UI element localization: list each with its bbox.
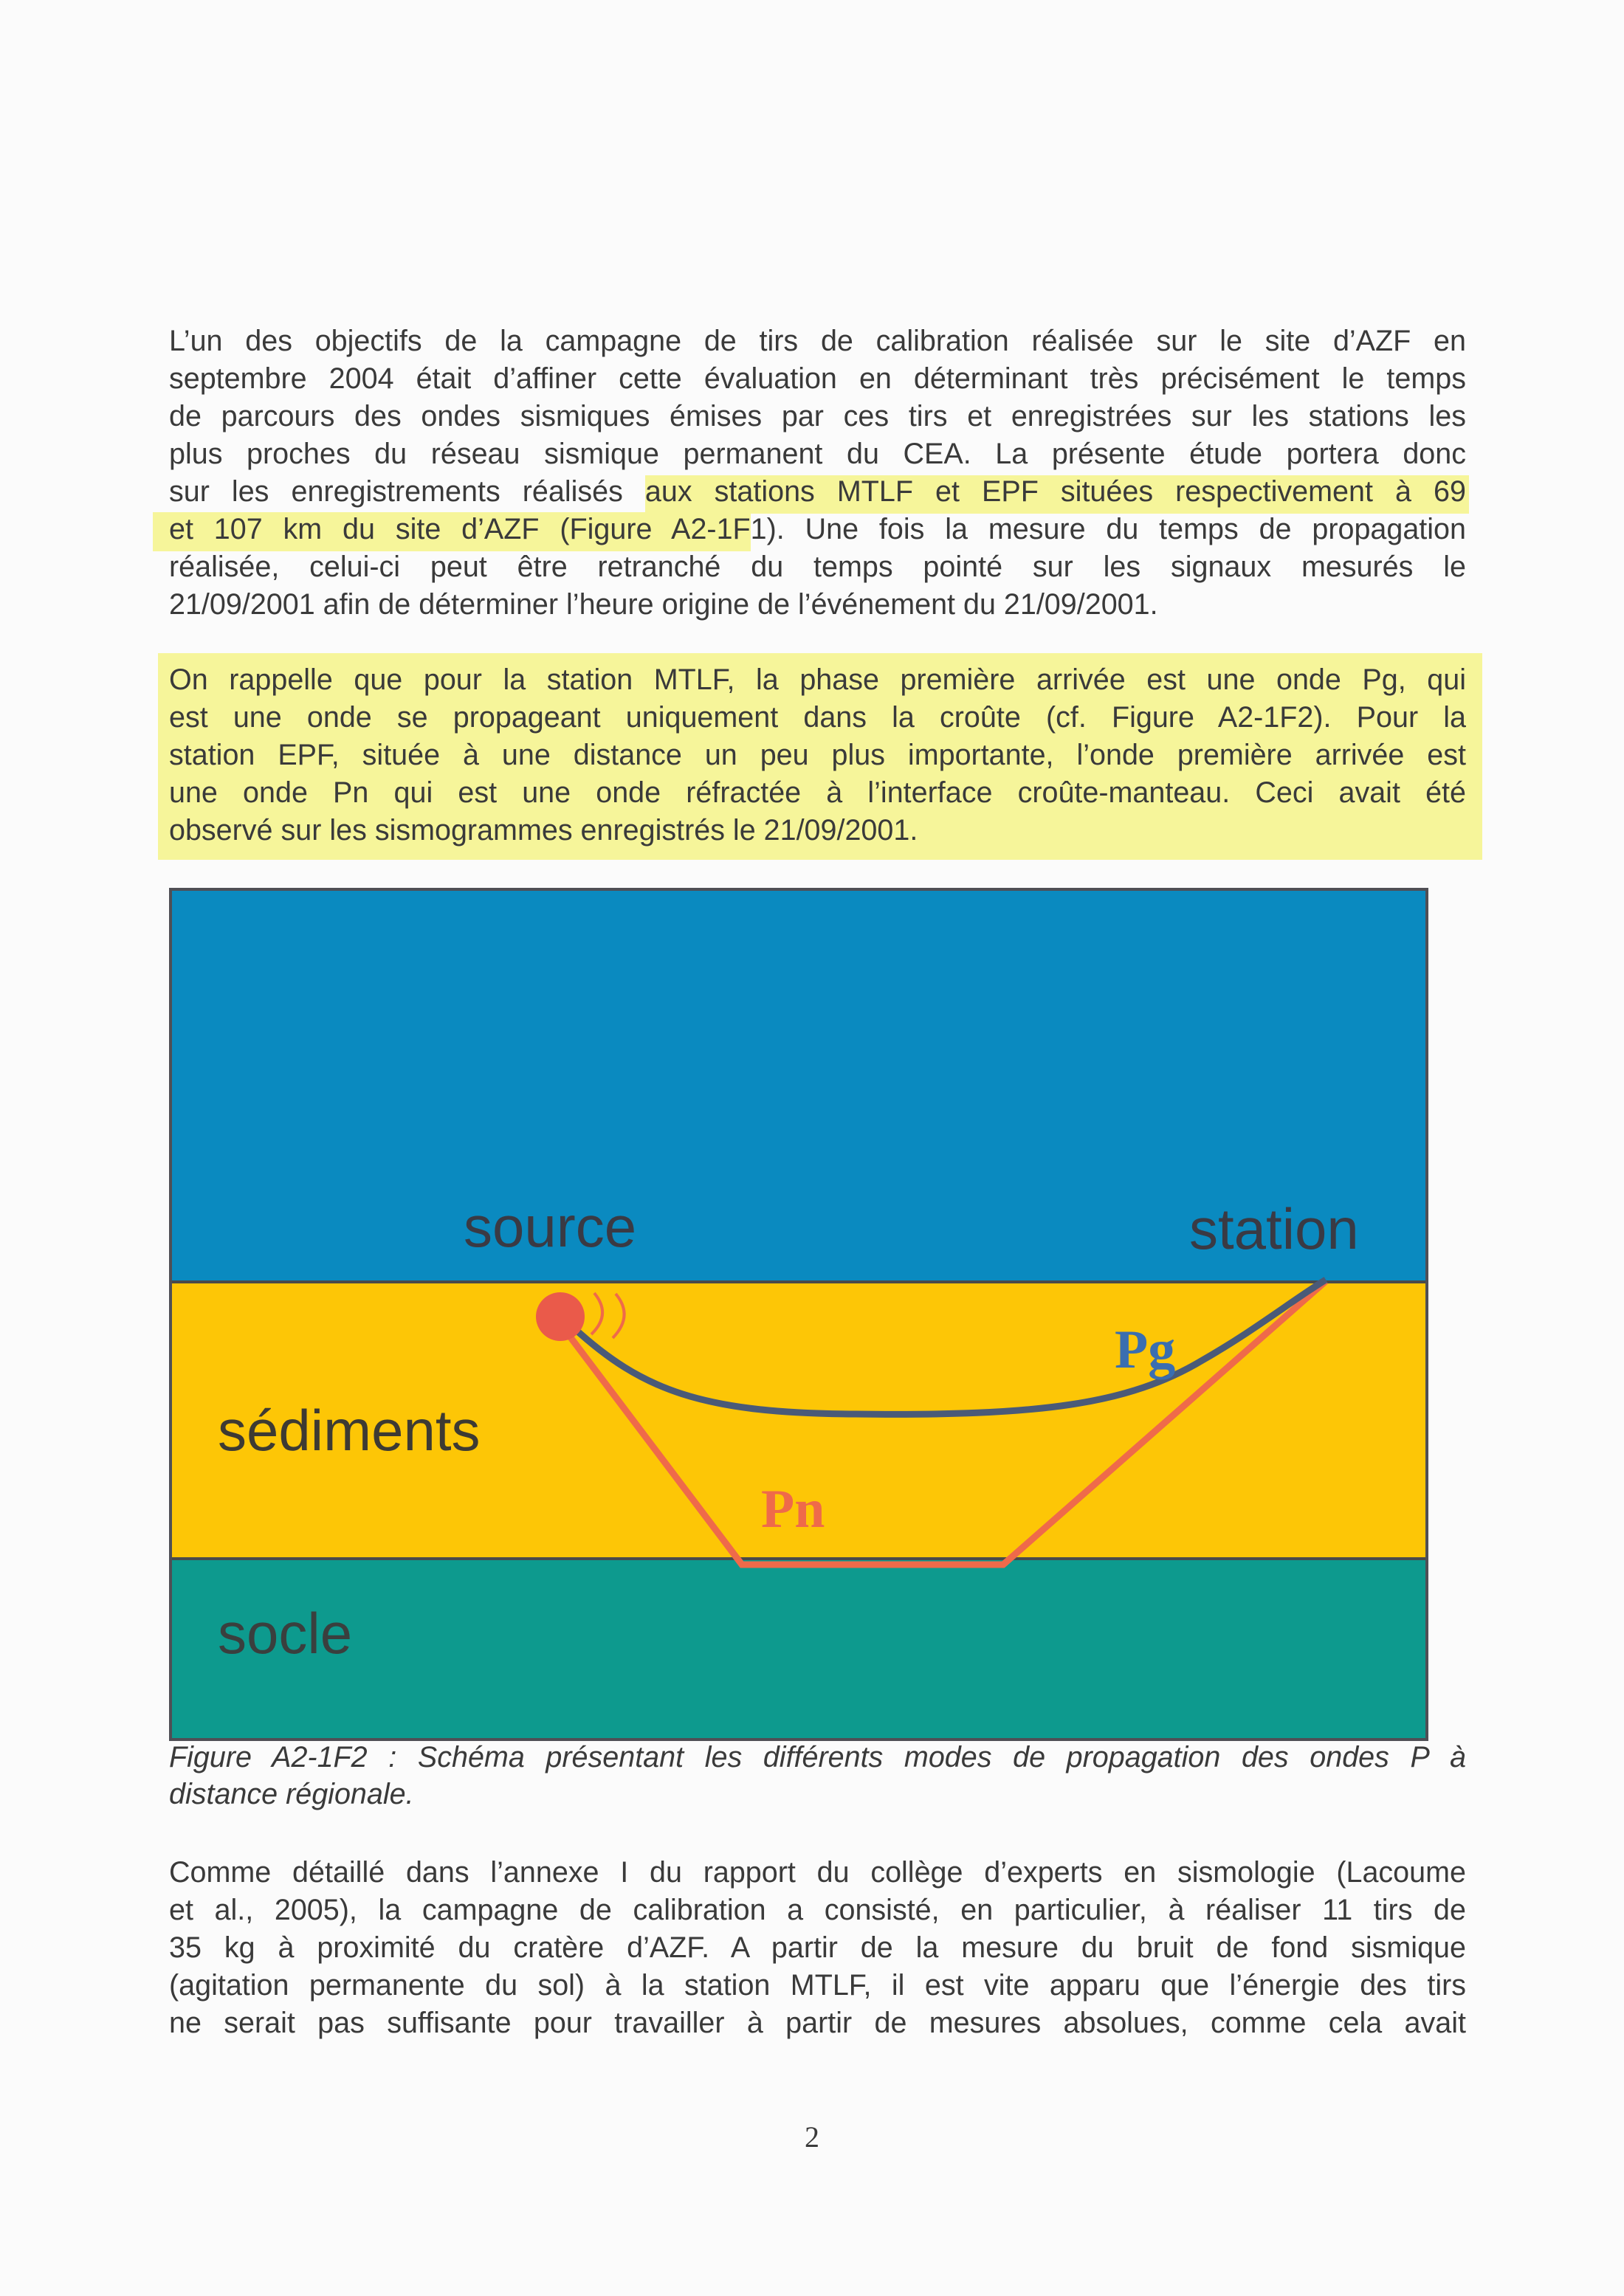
text-highlighted: aux stations MTLF et EPF situées respectivement à 69 xyxy=(644,475,1466,508)
label-source: source xyxy=(464,1194,637,1259)
text-line: septembre 2004 était d’affiner cette évaluation en déterminant très précisément le temps xyxy=(169,362,1466,395)
caption-line: distance régionale. xyxy=(169,1778,414,1810)
text-line: plus proches du réseau sismique permanent du CEA. La présente étude portera donc xyxy=(169,438,1466,470)
text-line: 35 kg à proximité du cratère d’AZF. A partir de la mesure du bruit de fond sismique xyxy=(169,1931,1466,1964)
text-line: de parcours des ondes sismiques émises par ces tirs et enregistrées sur les stations les xyxy=(169,400,1466,432)
paragraph-pg-pn-waves xyxy=(169,661,1466,849)
text-line: On rappelle que pour la station MTLF, la phase première arrivée est une onde Pg, qui xyxy=(169,663,1466,696)
layer-socle xyxy=(171,1559,1427,1740)
text-line: et al., 2005), la campagne de calibration a consisté, en particulier, à réaliser 11 tirs de xyxy=(169,1894,1466,1926)
text-plain: Une fois la mesure du temps de propagation xyxy=(784,513,1466,545)
text-line: est une onde se propageant uniquement dans la croûte (cf. Figure A2-1F2). Pour la xyxy=(169,701,1466,734)
text-line: Comme détaillé dans l’annexe I du rapport du collège d’experts en sismologie (Lacoume xyxy=(169,1856,1466,1889)
text-highlighted: et 107 km du site d’AZF (Figure A2-1F1). xyxy=(169,513,785,545)
text-line: station EPF, située à une distance un peu plus importante, l’onde première arrivée est xyxy=(169,739,1466,771)
text-line: réalisée, celui-ci peut être retranché du temps pointé sur les signaux mesurés le xyxy=(169,551,1466,583)
caption-line: Figure A2-1F2 : Schéma présentant les différents modes de propagation des ondes P à xyxy=(169,1741,1466,1773)
label-socle: socle xyxy=(218,1601,353,1666)
figure-caption xyxy=(169,1739,1466,1813)
text-line: observé sur les sismogrammes enregistrés le 21/09/2001. xyxy=(169,814,918,847)
label-sediments: sédiments xyxy=(218,1398,481,1463)
text-line xyxy=(169,511,1466,548)
text-line: (agitation permanente du sol) à la station MTLF, il est vite apparu que l’énergie des tirs xyxy=(169,1969,1466,2002)
source-dot-icon xyxy=(536,1292,585,1341)
text-line: L’un des objectifs de la campagne de tirs de calibration réalisée sur le site d’AZF en xyxy=(169,325,1466,357)
text-line: 21/09/2001 afin de déterminer l’heure origine de l’événement du 21/09/2001. xyxy=(169,588,1158,621)
text-line: ne serait pas suffisante pour travailler à partir de mesures absolues, comme cela avait xyxy=(169,2007,1466,2039)
paragraph-calibration-objectives xyxy=(169,323,1466,624)
text-plain: sur les enregistrements réalisés xyxy=(169,475,645,508)
paragraph-calibration-campaign xyxy=(169,1854,1466,2042)
label-pn: Pn xyxy=(761,1479,825,1540)
text-line: une onde Pn qui est une onde réfractée à l’interface croûte-manteau. Ceci avait été xyxy=(169,776,1466,809)
label-pg: Pg xyxy=(1115,1320,1176,1380)
page-number: 2 xyxy=(805,2120,819,2154)
figure-wave-propagation-diagram xyxy=(169,888,1428,1741)
text-line xyxy=(169,473,1466,511)
label-station: station xyxy=(1189,1196,1359,1261)
